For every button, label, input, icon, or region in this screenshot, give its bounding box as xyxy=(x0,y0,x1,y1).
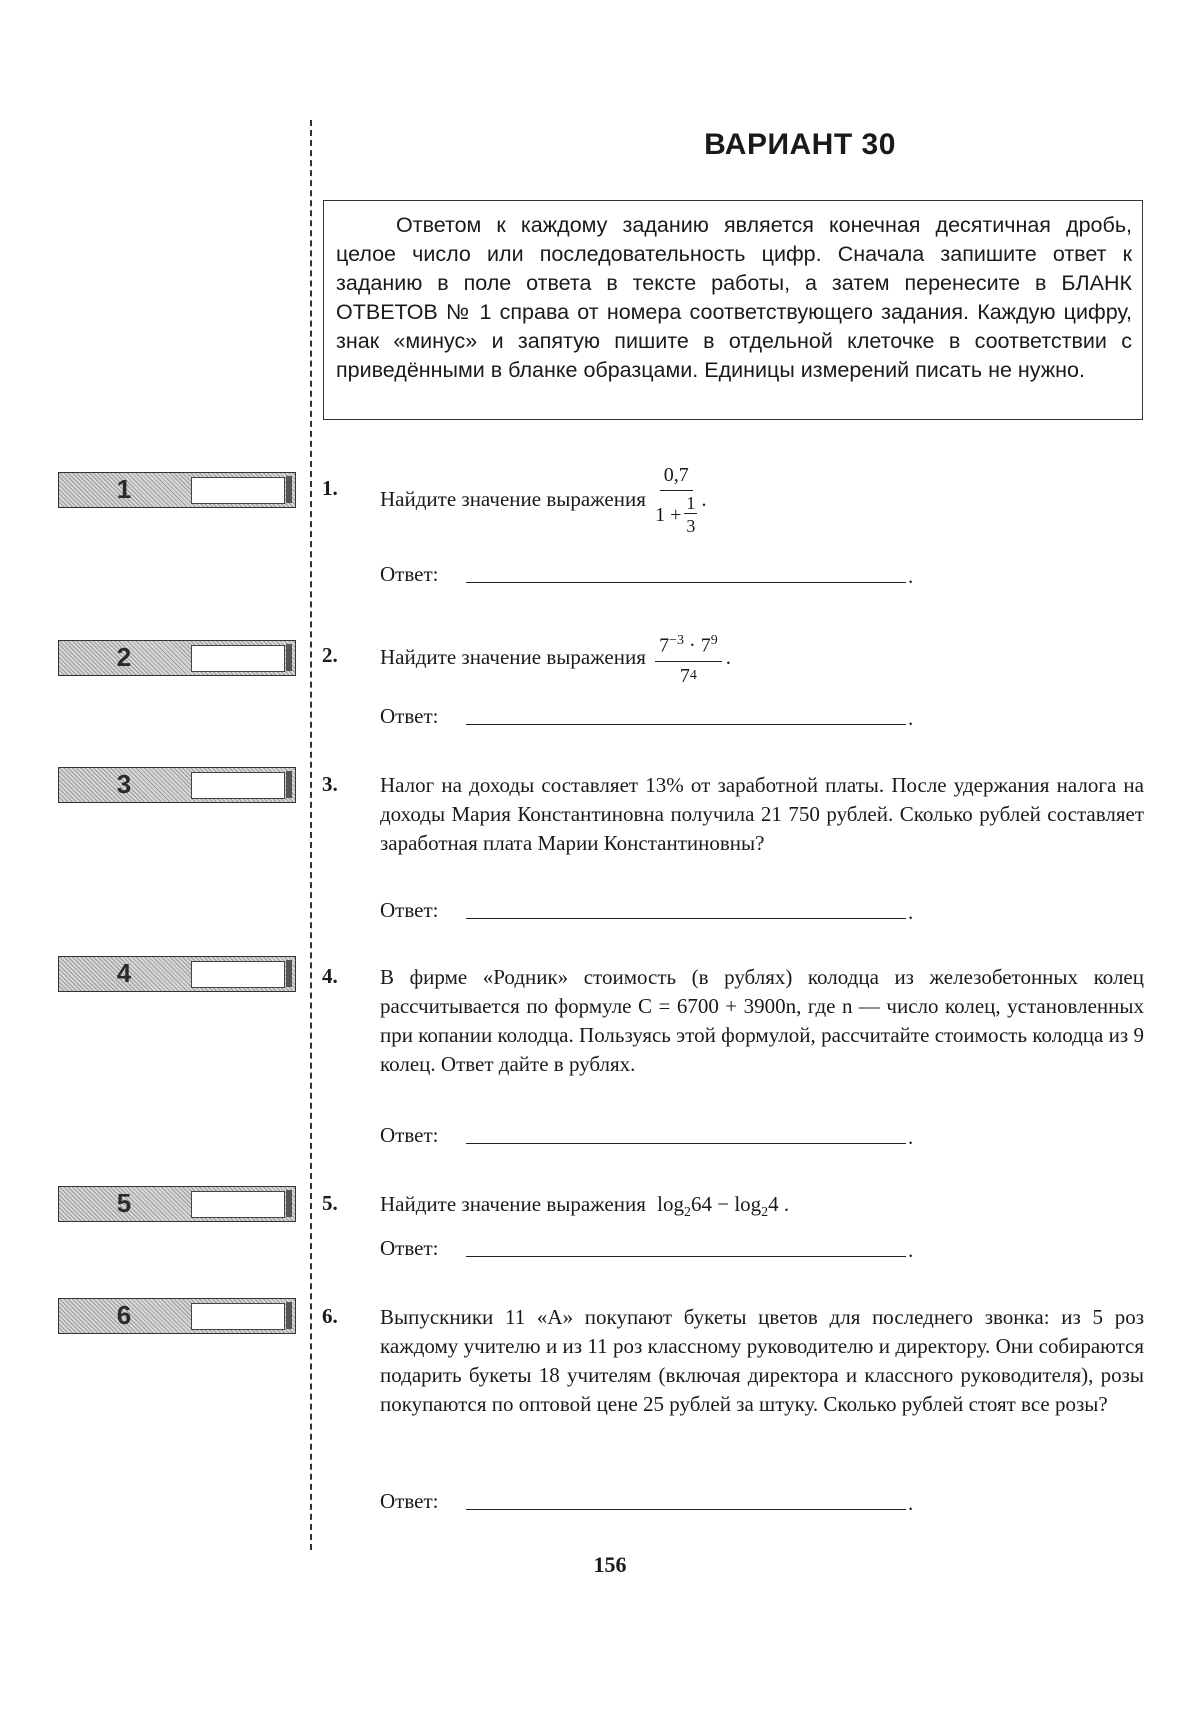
answer-cell-2 xyxy=(58,640,296,676)
answer-cell-marker xyxy=(286,476,292,503)
answer-line[interactable] xyxy=(466,1509,906,1510)
answer-line[interactable] xyxy=(466,582,906,583)
answer-cell-number: 2 xyxy=(116,642,132,672)
mini-fraction-denominator: 3 xyxy=(686,516,696,536)
power-base: 7 xyxy=(659,634,670,657)
cut-line xyxy=(310,120,312,1550)
task-tail: . xyxy=(701,486,707,511)
answer-row-5: Ответ: . xyxy=(380,1236,914,1262)
log-base: 2 xyxy=(761,1205,769,1221)
answer-cell-field[interactable] xyxy=(191,645,285,672)
log-base: 2 xyxy=(683,1205,691,1221)
multiply-sign: · xyxy=(689,634,696,657)
task-tail: . xyxy=(783,1192,790,1216)
task-tail: . xyxy=(725,645,731,670)
answer-cell-4 xyxy=(58,956,296,992)
answer-cell-marker xyxy=(286,960,292,987)
log-function: log xyxy=(657,1192,684,1216)
power-exponent: −3 xyxy=(669,633,685,648)
task-2-text xyxy=(380,628,1144,688)
task-number: 5. xyxy=(322,1191,338,1215)
log-function: log xyxy=(734,1192,762,1216)
task-prompt: Найдите значение выражения xyxy=(380,1192,646,1216)
answer-cell-3 xyxy=(58,767,296,803)
answer-row-6: Ответ: . xyxy=(380,1489,914,1515)
task-5-text xyxy=(380,1190,1144,1227)
fraction-denominator xyxy=(680,662,697,688)
answer-cell-field[interactable] xyxy=(191,961,285,988)
answer-row-4: Ответ: . xyxy=(380,1123,914,1149)
answer-label: Ответ: xyxy=(380,704,439,728)
answer-line[interactable] xyxy=(466,724,906,725)
minus-sign: − xyxy=(717,1192,730,1216)
answer-cell-field[interactable] xyxy=(191,772,285,799)
fraction-numerator xyxy=(655,628,722,662)
fraction-numerator: 0,7 xyxy=(660,462,693,491)
answer-cell-number: 4 xyxy=(116,958,132,988)
answer-cell-field[interactable] xyxy=(191,477,285,504)
power-exponent: 9 xyxy=(710,633,718,648)
answer-row-3: Ответ: . xyxy=(380,898,914,924)
task-number: 1. xyxy=(322,476,338,500)
answer-cell-field[interactable] xyxy=(191,1191,285,1218)
answer-label: Ответ: xyxy=(380,1489,439,1513)
task-number: 3. xyxy=(322,772,338,796)
task-prompt: Найдите значение выражения xyxy=(380,486,646,511)
page-title: ВАРИАНТ 30 xyxy=(704,128,896,161)
log-argument: 64 xyxy=(690,1192,712,1216)
answer-row-1: Ответ: . xyxy=(380,562,914,588)
answer-label: Ответ: xyxy=(380,1123,439,1147)
fraction xyxy=(655,462,697,536)
answer-cell-5 xyxy=(58,1186,296,1222)
answer-label: Ответ: xyxy=(380,1236,439,1260)
instructions-box: Ответом к каждому заданию является конечная десятичная дробь, целое число или последовательность цифр. Сначала запишите ответ к заданию в поле ответа в тексте работы, а затем перенесите в БЛАНК ОТВЕТОВ № 1 справа от номера соответствующего задания. Каждую цифру, знак «минус» и запятую пишите в отдельной клеточке в соответствии с приведёнными в бланке образцами. Единицы измерений писать не нужно. xyxy=(323,200,1143,420)
power-base: 7 xyxy=(700,634,711,657)
page-number: 156 xyxy=(593,1552,627,1577)
fraction-denominator xyxy=(655,491,697,536)
answer-cell-6 xyxy=(58,1298,296,1334)
answer-label: Ответ: xyxy=(380,898,439,922)
task-number: 4. xyxy=(322,964,338,988)
answer-cell-number: 3 xyxy=(116,769,132,799)
answer-cell-marker xyxy=(286,1190,292,1217)
answer-cell-number: 5 xyxy=(116,1188,132,1218)
answer-cell-number: 1 xyxy=(116,474,132,504)
answer-cell-marker xyxy=(286,644,292,671)
answer-line[interactable] xyxy=(466,918,906,919)
answer-cell-1 xyxy=(58,472,296,508)
task-6-text: Выпускники 11 «А» покупают букеты цветов для последнего звонка: из 5 роз каждому учителю и из 11 роз классному руководителю и директору. Они собираются подарить букеты 18 учителям (включая директора и классного руководителя), розы покупаются по оптовой цене 25 рублей за штуку. Сколько рублей стоят все розы? xyxy=(380,1305,1144,1416)
answer-cell-marker xyxy=(286,1302,292,1329)
answer-cell-number: 6 xyxy=(116,1300,132,1330)
task-prompt: Найдите значение выражения xyxy=(380,645,646,670)
answer-row-2: Ответ: . xyxy=(380,704,914,730)
answer-cell-field[interactable] xyxy=(191,1303,285,1330)
power-base: 7 xyxy=(679,664,690,687)
denominator-whole: 1 + xyxy=(655,503,682,526)
mini-fraction-numerator: 1 xyxy=(686,493,696,513)
answer-line[interactable] xyxy=(466,1256,906,1257)
task-number: 6. xyxy=(322,1304,338,1328)
answer-line[interactable] xyxy=(466,1143,906,1144)
fraction xyxy=(655,628,722,688)
task-1-text xyxy=(380,462,1144,536)
task-number: 2. xyxy=(322,643,338,667)
answer-label: Ответ: xyxy=(380,562,439,586)
log-expression xyxy=(657,1192,784,1221)
answer-cell-marker xyxy=(286,771,292,798)
task-3-text: Налог на доходы составляет 13% от заработной платы. После удержания налога на доходы Мария Константиновна получила 21 750 рублей. Сколько рублей составляет заработная плата Марии Константиновны? xyxy=(380,773,1144,855)
mini-fraction xyxy=(684,493,697,536)
power-exponent: 4 xyxy=(689,667,697,683)
task-4-text: В фирме «Родник» стоимость (в рублях) колодца из железобетонных колец рассчитывается по формуле C = 6700 + 3900n, где n — число колец, установленных при копании колодца. Пользуясь этой формулой, рассчитайте стоимость колодца из 9 колец. Ответ дайте в рублях. xyxy=(380,965,1144,1076)
log-argument: 4 xyxy=(768,1192,779,1216)
